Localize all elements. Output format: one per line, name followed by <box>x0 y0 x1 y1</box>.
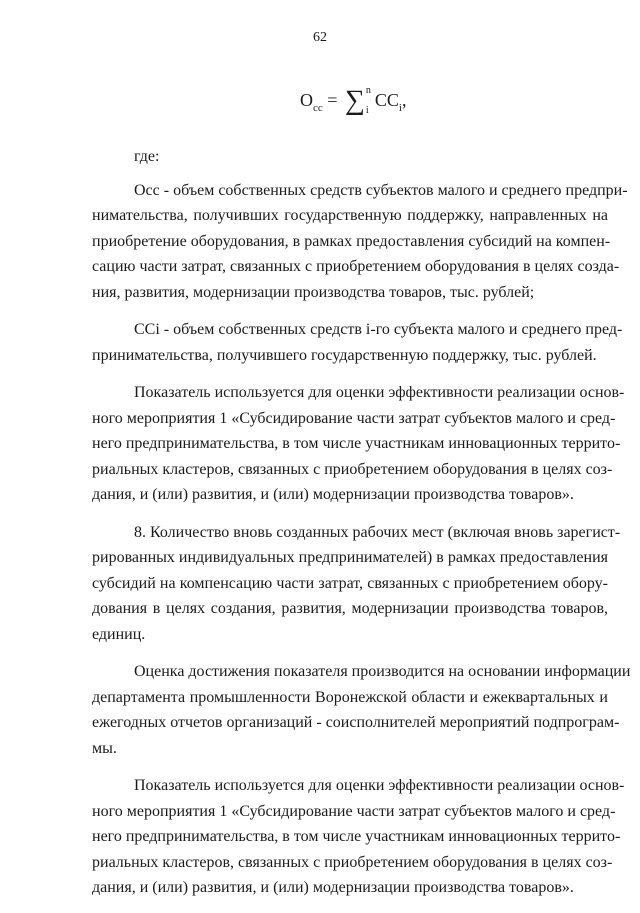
paragraph-line: приобретение оборудования, в рамках предоставления субсидий на компен- <box>92 232 611 250</box>
paragraph-line: Показатель используется для оценки эффективности реализации основ- <box>134 384 625 401</box>
page-number: 62 <box>313 30 327 45</box>
paragraph-line: него предпринимательства, в том числе участникам инновационных террито- <box>92 828 621 845</box>
paragraph-item-8 <box>92 520 621 648</box>
paragraph-occ-definition <box>92 178 628 306</box>
where-label: где: <box>134 148 160 165</box>
paragraph-line: субсидий на компенсацию части затрат, связанных с приобретением обору- <box>92 574 608 592</box>
formula-sum-limits <box>365 84 375 117</box>
formula-rhs-subscript: i <box>398 102 402 114</box>
formula-sum-sign: ∑ <box>344 85 365 116</box>
paragraph-line: ния, развития, модернизации производства товаров, тыс. рублей; <box>92 283 535 301</box>
paragraph-line: единиц. <box>92 625 146 643</box>
formula-upper-limit: n <box>365 84 371 96</box>
paragraph-indicator-usage-2 <box>92 773 625 901</box>
paragraph-line: Осс - объем собственных средств субъектов малого и среднего предпри- <box>134 181 628 199</box>
paragraph-line: рированных индивидуальных предпринимателей) в рамках предоставления <box>92 549 608 566</box>
paragraph-line: департамента промышленности Воронежской области и ежеквартальных и <box>92 688 608 706</box>
paragraph-line: ного мероприятия 1 «Субсидирование части затрат субъектов малого и сред- <box>92 409 616 427</box>
paragraph-assessment <box>92 659 631 761</box>
paragraph-line: дания, и (или) развития, и (или) модернизации производства товаров». <box>92 879 574 896</box>
formula-rhs: CC <box>374 90 399 110</box>
paragraph-line: Показатель используется для оценки эффективности реализации основ- <box>134 777 625 794</box>
where-label-block <box>92 144 608 170</box>
formula-equals: = <box>327 90 338 110</box>
paragraph-line: него предпринимательства, в том числе участникам инновационных террито- <box>92 435 621 452</box>
paragraph-line: риальных кластеров, связанных с приобретением оборудования в целях соз- <box>92 853 613 871</box>
paragraph-line: Оценка достижения показателя производится на основании информации <box>134 663 631 680</box>
paragraph-line: принимательства, получившего государственную поддержку, тыс. рублей. <box>92 346 597 364</box>
paragraph-line: ССi - объем собственных средств i-го субъекта малого и среднего пред- <box>134 321 623 338</box>
paragraph-line: ежегодных отчетов организаций - соисполнителей мероприятий подпрограм- <box>92 714 620 731</box>
paragraph-line: ного мероприятия 1 «Субсидирование части затрат субъектов малого и сред- <box>92 802 616 820</box>
formula-lhs: O <box>300 90 313 110</box>
formula-lower-limit: i <box>365 104 369 116</box>
document-body <box>92 144 631 913</box>
paragraph-line: дования в целях создания, развития, модернизации производства товаров, <box>92 600 608 617</box>
paragraph-cci-definition <box>92 317 623 368</box>
paragraph-line: сацию части затрат, связанных с приобретением оборудования в целях созда- <box>92 258 620 275</box>
paragraph-line: дания, и (или) развития, и (или) модернизации производства товаров». <box>92 486 574 503</box>
formula-tail: , <box>401 90 407 110</box>
paragraph-line: 8. Количество вновь созданных рабочих мест (включая вновь зарегист- <box>134 523 621 541</box>
paragraph-line: мы. <box>92 739 117 757</box>
paragraph-indicator-usage-1 <box>92 380 625 508</box>
formula <box>300 82 406 122</box>
paragraph-line: риальных кластеров, связанных с приобретением оборудования в целях соз- <box>92 460 613 478</box>
formula-lhs-subscript: cc <box>313 102 323 114</box>
paragraph-line: нимательства, получивших государственную поддержку, направленных на <box>92 207 608 224</box>
